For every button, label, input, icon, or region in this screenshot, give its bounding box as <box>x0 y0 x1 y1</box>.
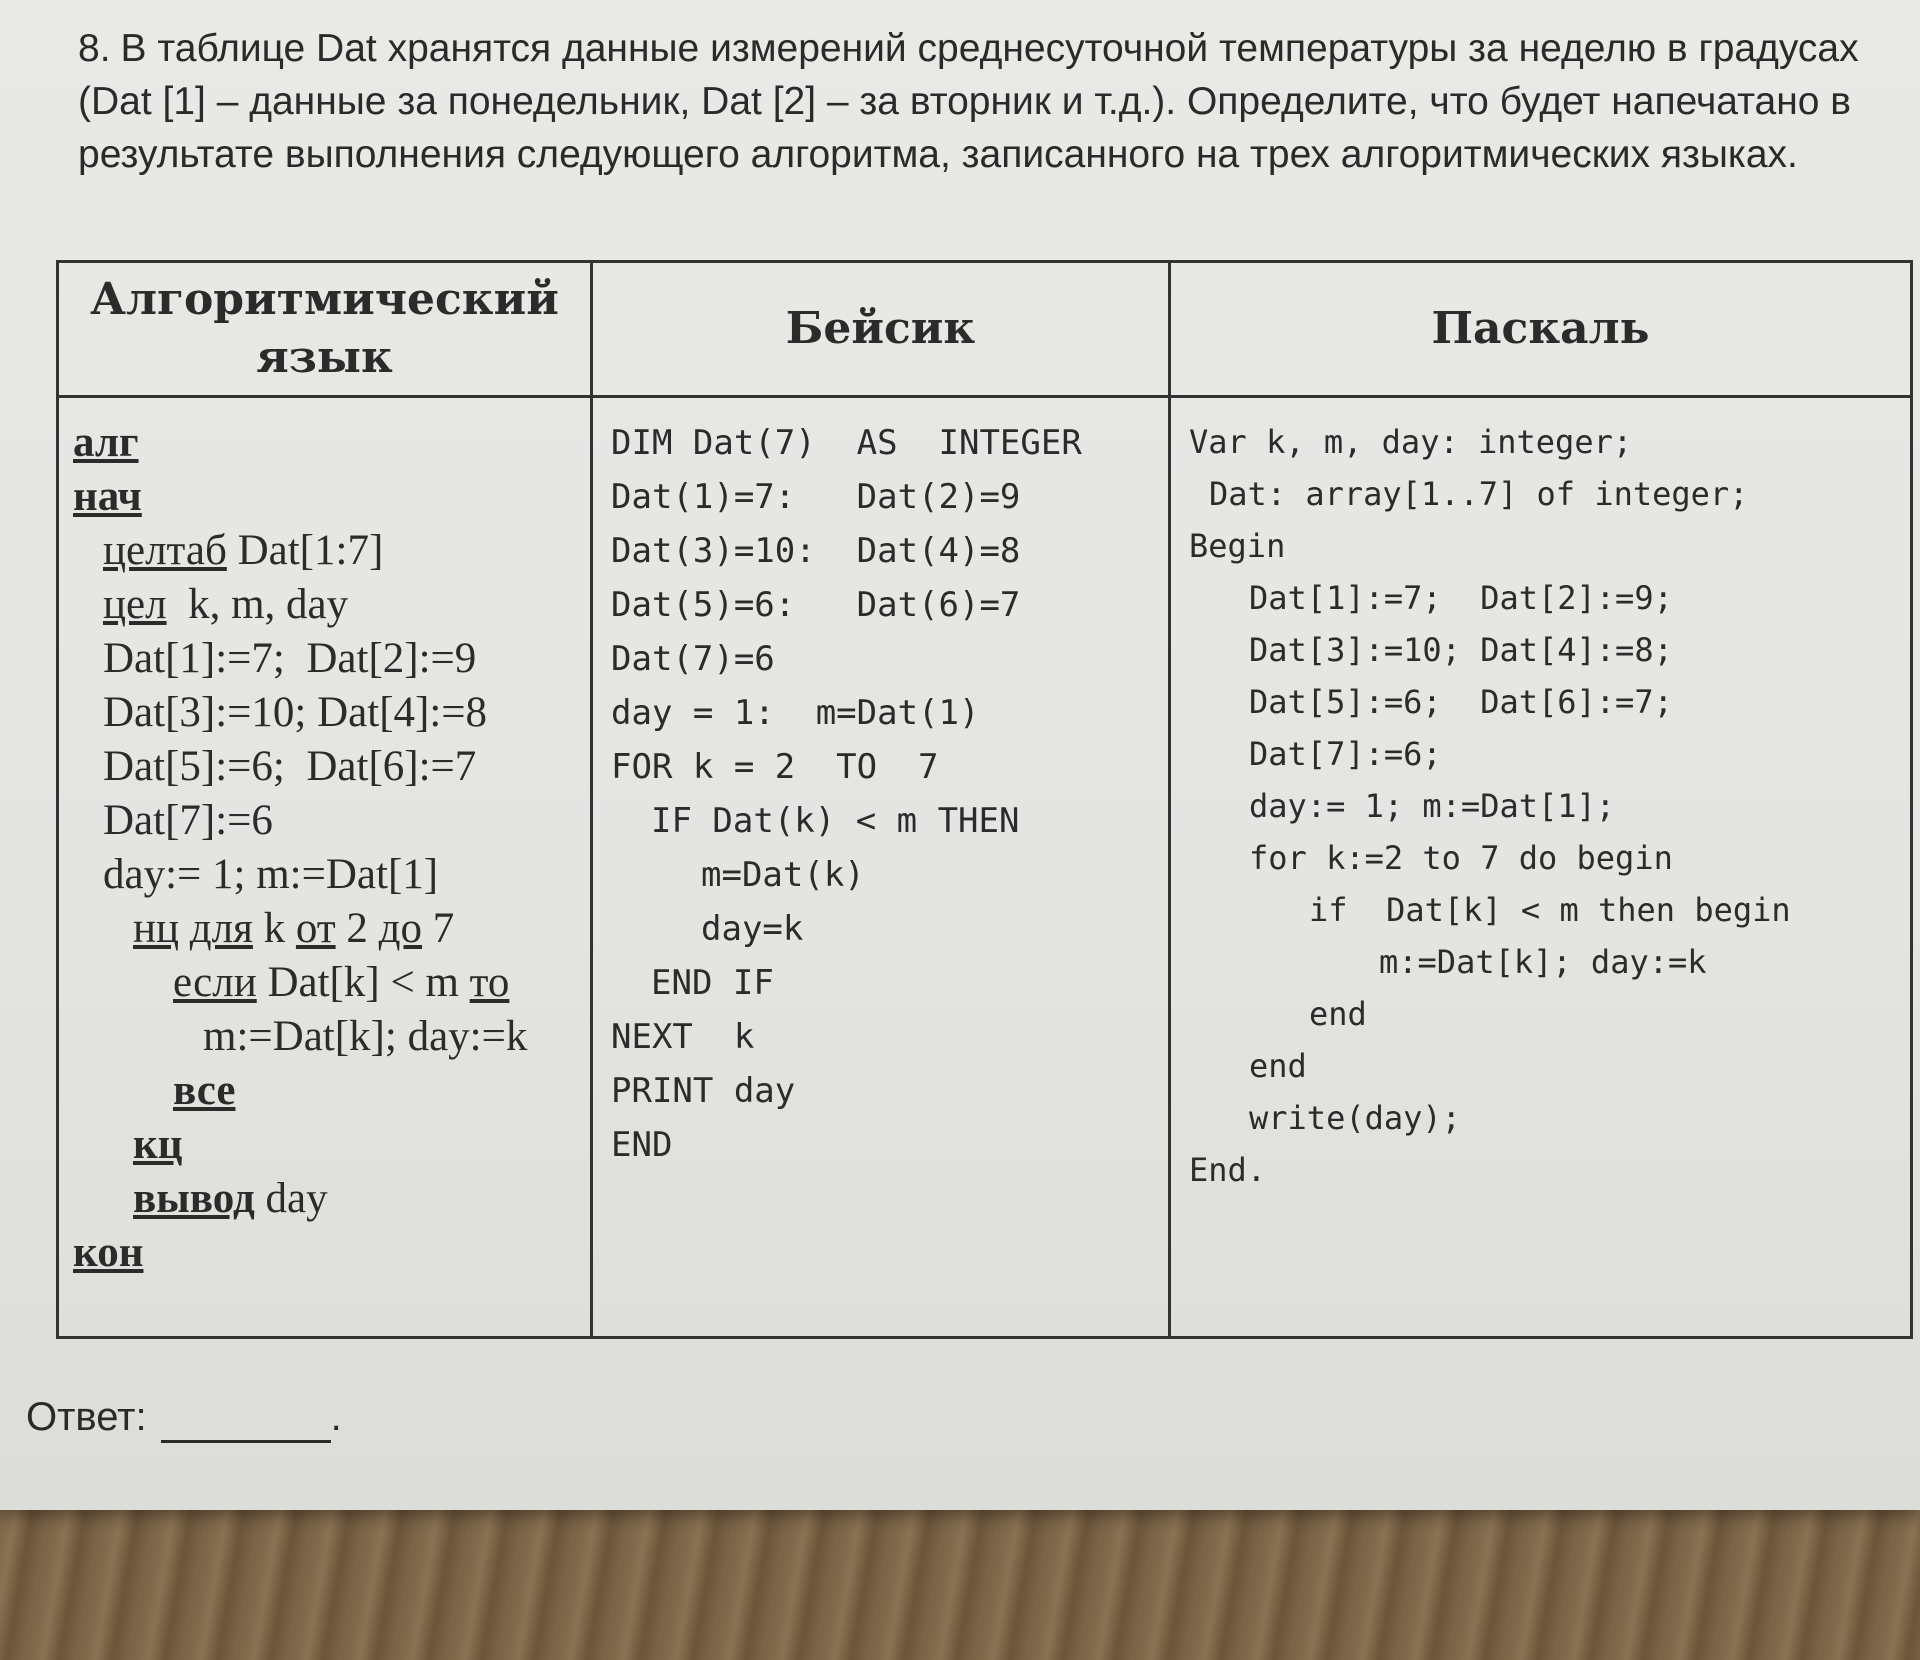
code-line: m=Dat(k) <box>701 855 865 895</box>
code-text: k <box>252 905 296 952</box>
code-line <box>73 1172 580 1226</box>
code-line: Dat[1]:=7; Dat[2]:=9 <box>103 635 477 682</box>
keyword-to: то <box>469 959 510 1006</box>
keyword-esli: если <box>173 959 257 1006</box>
code-line: day = 1: m=Dat(1) <box>611 693 980 733</box>
keyword-do: до <box>378 905 423 952</box>
code-line: m:=Dat[k]; day:=k <box>1379 943 1707 981</box>
code-line: day:= 1; m:=Dat[1] <box>103 851 439 898</box>
question-body: В таблице Dat хранятся данные измерений среднесуточной температуры за неделю в градусах (Dat [1] – данные за понедельник, Dat [2] – за вторник и т.д.). Определите, что будет напечатано в результате выполнения следующего алгоритма, записанного на трех алгоритмических языках. <box>78 27 1859 176</box>
keyword-nach: нач <box>73 473 142 520</box>
code-line: for k:=2 to 7 do begin <box>1249 839 1673 877</box>
code-line: Dat(3)=10: Dat(4)=8 <box>611 531 1021 571</box>
code-line: m:=Dat[k]; day:=k <box>203 1013 528 1060</box>
code-line: Dat[5]:=6; Dat[6]:=7; <box>1249 683 1673 721</box>
code-text: k, m, day <box>166 581 349 628</box>
code-line: Var k, m, day: integer; <box>1189 423 1633 461</box>
keyword-dlya: для <box>189 905 253 952</box>
code-line <box>73 902 580 956</box>
answer-line <box>26 1395 342 1443</box>
keyword-ot: от <box>295 905 336 952</box>
code-line <box>73 578 580 632</box>
keyword-vse: все <box>173 1067 236 1114</box>
pascal-code <box>1170 397 1912 1338</box>
code-line <box>73 470 580 524</box>
code-line: FOR k = 2 TO 7 <box>611 747 939 787</box>
code-text: 7 <box>422 905 455 952</box>
code-line <box>73 416 580 470</box>
code-line: Dat(5)=6: Dat(6)=7 <box>611 585 1021 625</box>
code-line: PRINT day <box>611 1071 796 1111</box>
answer-blank[interactable] <box>161 1395 331 1443</box>
code-text: 2 <box>335 905 379 952</box>
code-line: END IF <box>651 963 774 1003</box>
code-line: Dat[3]:=10; Dat[4]:=8; <box>1249 631 1673 669</box>
header-pascal: Паскаль <box>1170 262 1912 397</box>
code-line: end <box>1309 995 1367 1033</box>
answer-label: Ответ: <box>26 1395 147 1439</box>
code-line: DIM Dat(7) AS INTEGER <box>611 423 1082 463</box>
code-text: Dat[k] < m <box>256 959 470 1006</box>
answer-suffix: . <box>330 1395 342 1439</box>
keyword-vyvod: вывод <box>133 1175 255 1222</box>
question-number: 8. <box>78 27 111 70</box>
keyword-nc: нц <box>133 905 180 952</box>
algorithm-table <box>56 260 1913 1339</box>
code-line: NEXT k <box>611 1017 755 1057</box>
code-line: Dat: array[1..7] of integer; <box>1209 475 1749 513</box>
keyword-kon: кон <box>73 1229 144 1276</box>
code-line: if Dat[k] < m then begin <box>1309 891 1791 929</box>
code-line: Begin <box>1189 527 1286 565</box>
keyword-alg: алг <box>73 419 139 466</box>
code-line <box>73 956 580 1010</box>
code-line: Dat[3]:=10; Dat[4]:=8 <box>103 689 488 736</box>
code-line <box>73 1118 580 1172</box>
table-code-row <box>58 397 1912 1338</box>
code-line <box>73 524 580 578</box>
code-line: end <box>1249 1047 1307 1085</box>
code-line: Dat[5]:=6; Dat[6]:=7 <box>103 743 477 790</box>
code-line: End. <box>1189 1151 1267 1189</box>
code-line: Dat[7]:=6 <box>103 797 273 844</box>
keyword-cel: цел <box>103 581 167 628</box>
code-line <box>73 1226 580 1280</box>
question-text <box>78 22 1878 181</box>
basic-code <box>592 397 1170 1338</box>
header-algorithmic-language: Алгоритмический язык <box>58 262 592 397</box>
keyword-kc: кц <box>133 1121 183 1168</box>
header-basic: Бейсик <box>592 262 1170 397</box>
keyword-celtab: целтаб <box>103 527 227 574</box>
table-header-row <box>58 262 1912 397</box>
code-line: day:= 1; m:=Dat[1]; <box>1249 787 1616 825</box>
code-text: day <box>254 1175 328 1222</box>
desk-background <box>0 1500 1920 1660</box>
code-line <box>73 1064 580 1118</box>
code-line: Dat[7]:=6; <box>1249 735 1442 773</box>
code-line: Dat[1]:=7; Dat[2]:=9; <box>1249 579 1673 617</box>
code-line: IF Dat(k) < m THEN <box>651 801 1020 841</box>
code-line: Dat(7)=6 <box>611 639 775 679</box>
code-text: Dat[1:7] <box>226 527 384 574</box>
code-line: Dat(1)=7: Dat(2)=9 <box>611 477 1021 517</box>
code-line: day=k <box>701 909 804 949</box>
code-line: END <box>611 1125 673 1165</box>
code-line: write(day); <box>1249 1099 1461 1137</box>
algorithmic-language-code <box>58 397 592 1338</box>
